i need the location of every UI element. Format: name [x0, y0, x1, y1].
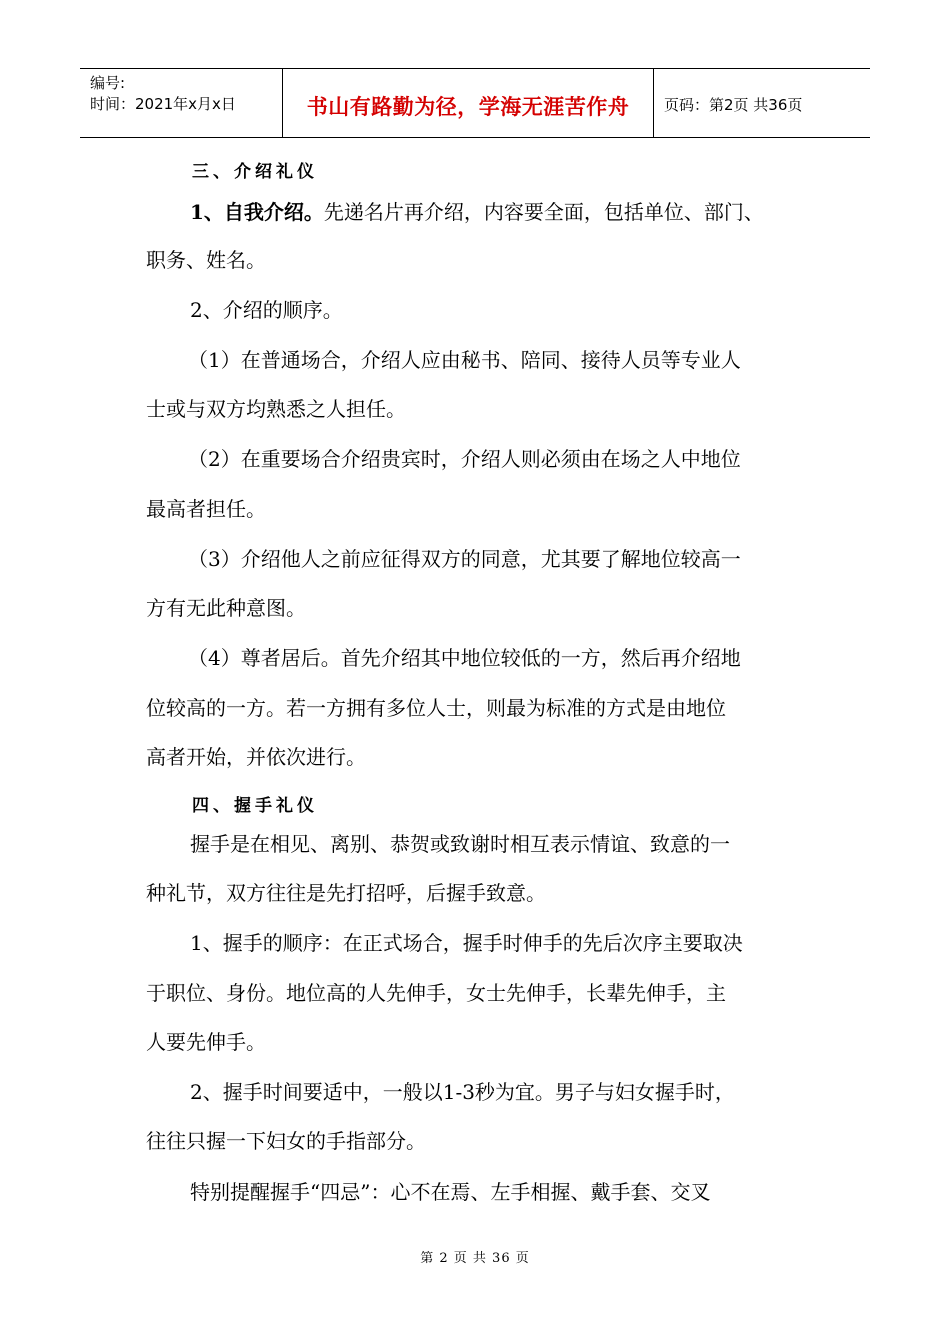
paragraph-line: 2、握手时间要适中，一般以1-3秒为宜。男子与妇女握手时，: [190, 1080, 735, 1104]
paragraph-line: （2）在重要场合介绍贵宾时，介绍人则必须由在场之人中地位: [188, 447, 741, 471]
header-motto-cell: [283, 69, 654, 137]
paragraph-line: 士或与双方均熟悉之人担任。: [146, 397, 406, 421]
section-title: 四、握手礼仪: [192, 796, 318, 816]
section-title: 三、介绍礼仪: [192, 162, 318, 182]
time-label: 时间：2021年x月x日: [90, 95, 236, 113]
paragraph-lead: 1、自我介绍。: [190, 200, 324, 224]
paragraph-line: （4）尊者居后。首先介绍其中地位较低的一方，然后再介绍地: [188, 646, 741, 670]
paragraph-line: （1）在普通场合，介绍人应由秘书、陪同、接待人员等专业人: [188, 348, 741, 372]
paragraph-text: 先递名片再介绍，内容要全面，包括单位、部门、: [323, 200, 764, 224]
page-footer: 第 2 页 共 36 页: [420, 1251, 530, 1266]
paragraph-line: 握手是在相见、离别、恭贺或致谢时相互表示情谊、致意的一: [190, 832, 730, 856]
paragraph-line: [190, 200, 764, 224]
motto-text: 书山有路勤为径，学海无涯苦作舟: [306, 95, 630, 119]
paragraph-line: 最高者担任。: [146, 497, 266, 521]
paragraph-line: 职务、姓名。: [146, 248, 266, 272]
paragraph-line: 往往只握一下妇女的手指部分。: [146, 1129, 426, 1153]
paragraph-line: 方有无此种意图。: [146, 596, 306, 620]
paragraph-line: 种礼节，双方往往是先打招呼，后握手致意。: [146, 881, 546, 905]
number-label: 编号:: [90, 74, 126, 92]
header-meta-cell: [80, 69, 283, 137]
document-header: [80, 68, 870, 138]
paragraph-line: 于职位、身份。地位高的人先伸手，女士先伸手，长辈先伸手，主: [146, 981, 726, 1005]
paragraph-line: 特别提醒握手“四忌”：心不在焉、左手相握、戴手套、交叉: [190, 1180, 711, 1204]
paragraph-line: 高者开始，并依次进行。: [146, 745, 366, 769]
paragraph-line: 位较高的一方。若一方拥有多位人士，则最为标准的方式是由地位: [146, 696, 726, 720]
paragraph-line: 人要先伸手。: [146, 1030, 266, 1054]
header-page-cell: [654, 69, 870, 137]
paragraph-line: 2、介绍的顺序。: [190, 298, 343, 322]
paragraph-line: （3）介绍他人之前应征得双方的同意，尤其要了解地位较高一: [188, 547, 741, 571]
paragraph-line: 1、握手的顺序：在正式场合，握手时伸手的先后次序主要取决: [190, 931, 743, 955]
page-info: 页码：第2页 共36页: [664, 96, 803, 114]
